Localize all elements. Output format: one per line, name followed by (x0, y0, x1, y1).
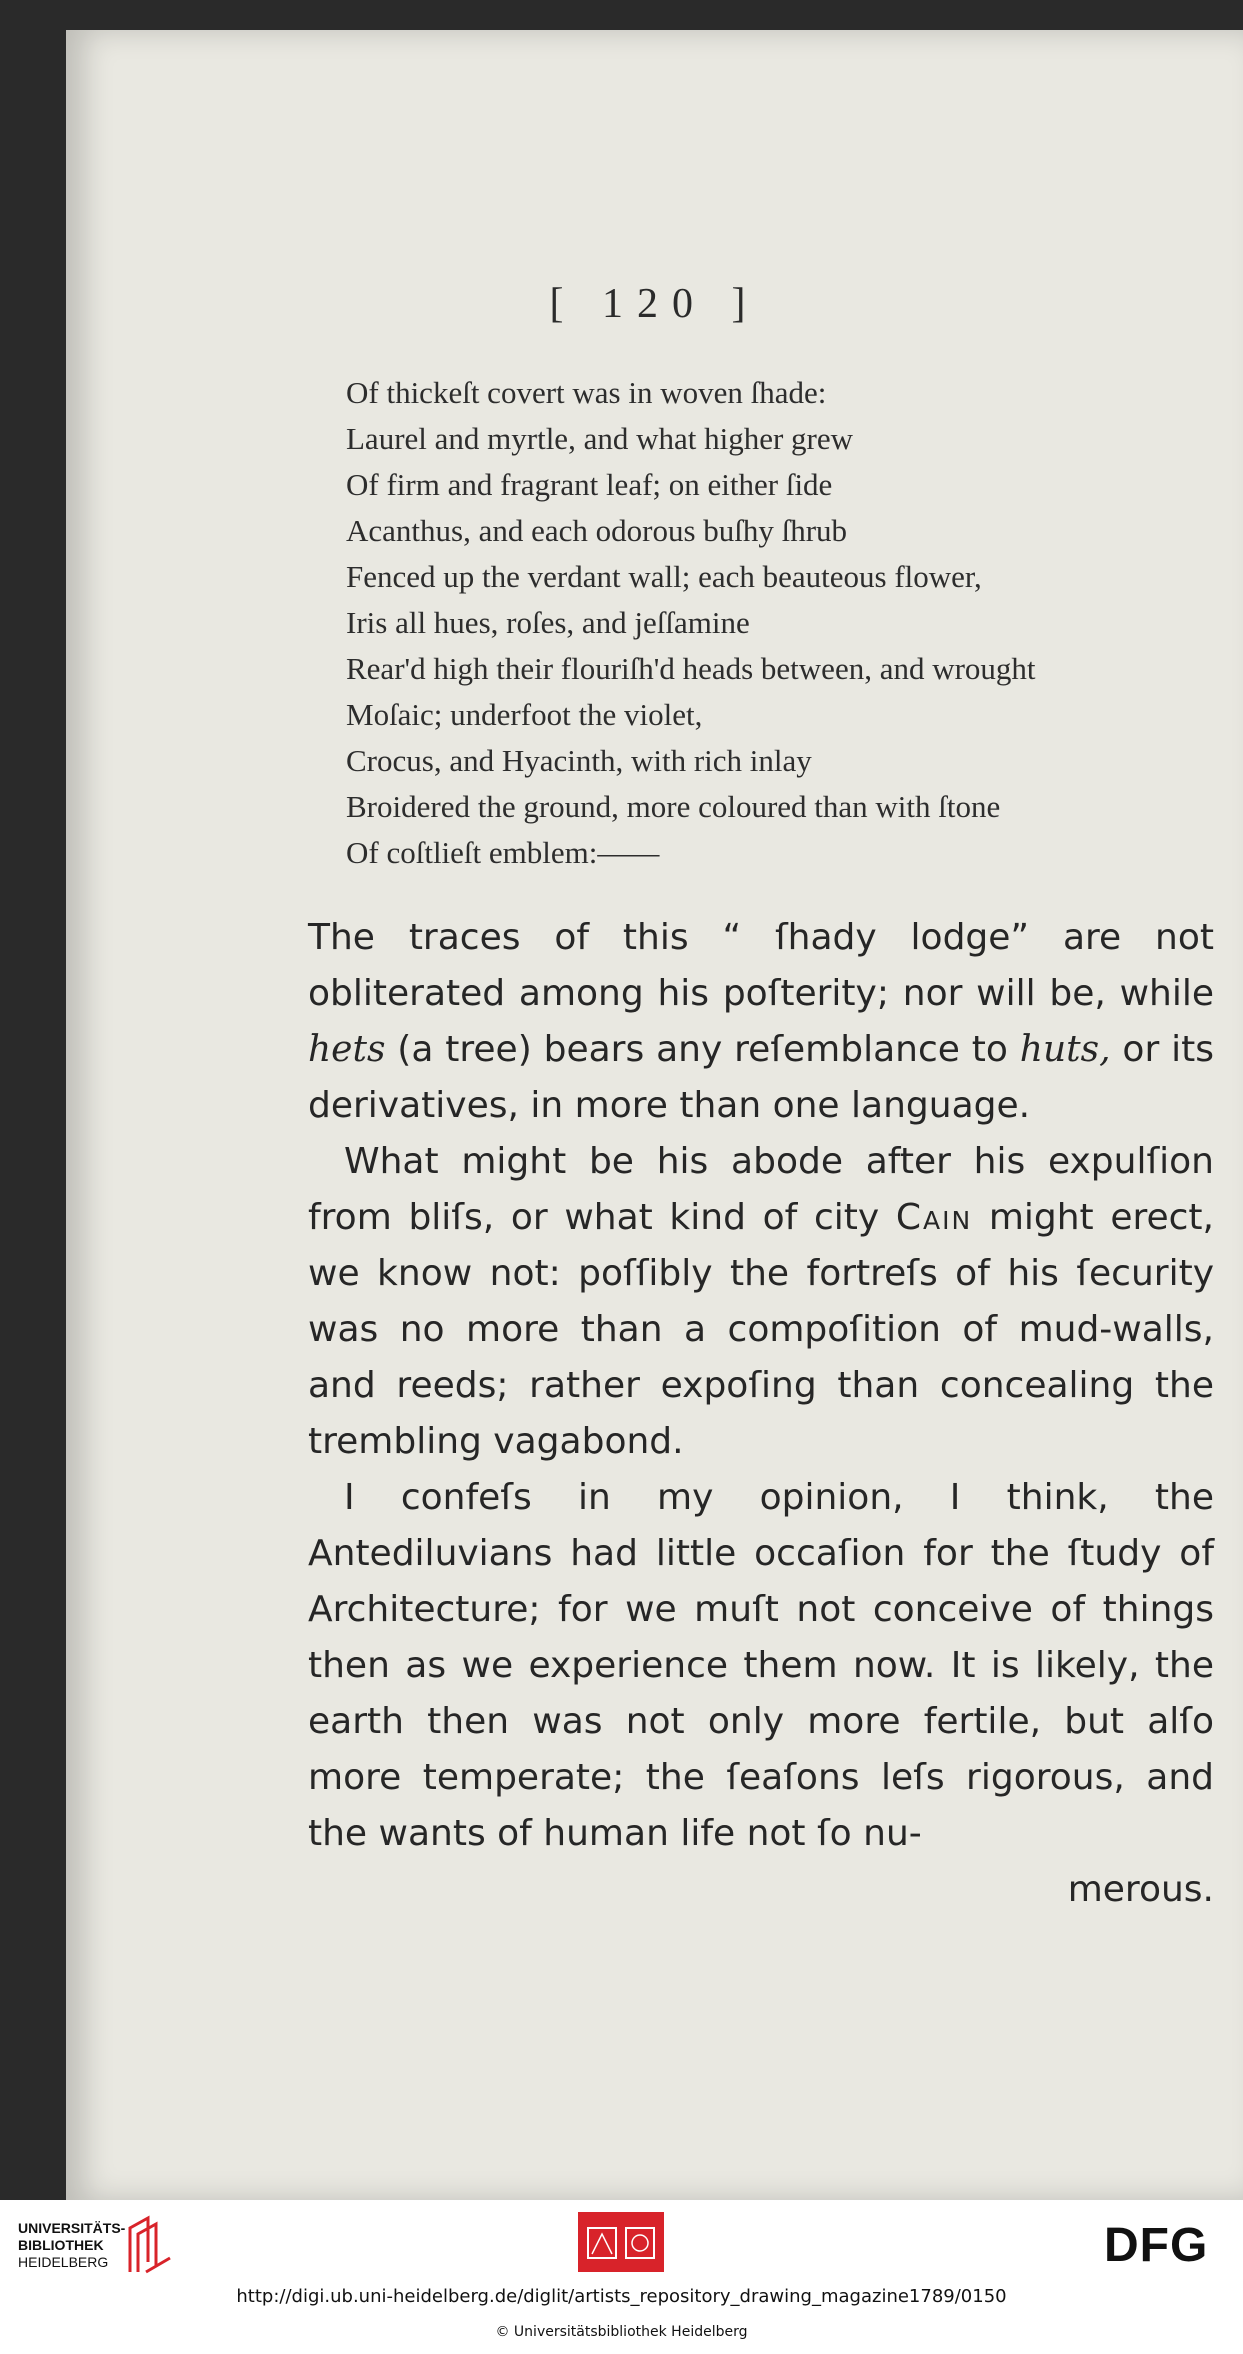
page-number: [ 120 ] (549, 281, 760, 327)
poem-line: Of thickeſt covert was in woven ſhade: (346, 375, 827, 410)
episteme-logo[interactable] (578, 2212, 664, 2272)
paragraph-1 (308, 910, 1214, 1134)
poem-line: Broidered the ground, more coloured than with ſtone (346, 789, 1001, 824)
poem-line: Of firm and fragrant leaf; on either ſide (346, 467, 833, 502)
poem-line: Iris all hues, roſes, and jeſſamine (346, 605, 750, 640)
small-caps-word: Cain (895, 1197, 973, 1238)
poem-line: Fenced up the verdant wall; each beauteous flower, (346, 559, 982, 594)
text-run: What might be his abode after his expulſion from bliſs, or what kind of city (308, 1141, 1214, 1238)
book-page (66, 30, 1243, 2200)
paragraph-2 (308, 1134, 1214, 1470)
university-name (18, 2220, 125, 2271)
catchword: merous. (1067, 1869, 1214, 1910)
uni-name-line: BIBLIOTHEK (18, 2237, 104, 2253)
poem-line: Crocus, and Hyacinth, with rich inlay (346, 743, 812, 778)
episteme-logo-icon (578, 2212, 664, 2272)
poem-quotation (346, 370, 1186, 876)
text-run: (a tree) bears any reſemblance to (385, 1029, 1020, 1070)
paragraph-3: I confeſs in my opinion, I think, the Antediluvians had little occaſion for the ſtudy of Architecture; for we muſt not conceive of things then as we experience them now. It is likely, the earth then was not only more fertile, but alſo more temperate; the ſeaſons leſs rigorous, and the wants of human life not ſo nu- (308, 1477, 1214, 1854)
text-run: might erect, we know not: poſſibly the fortreſs of his ſecurity was no more than a compoſition of mud-walls, and reeds; rather expoſing than concealing the trembling vagabond. (308, 1197, 1214, 1462)
footer-bar (0, 2200, 1243, 2354)
poem-line: Of coſtlieſt emblem:—— (346, 835, 660, 870)
permalink-url[interactable]: http://digi.ub.uni-heidelberg.de/diglit/artists_repository_drawing_magazine1789/0150 (236, 2286, 1007, 2307)
poem-line: Moſaic; underfoot the violet, (346, 697, 703, 732)
italic-word: huts, (1019, 1029, 1111, 1070)
italic-word: hets (308, 1029, 386, 1070)
text-run: or its derivatives, in more than one language. (308, 1029, 1214, 1126)
poem-line: Rear'd high their flouriſh'd heads between, and wrought (346, 651, 1036, 686)
text-run: The traces of this “ ſhady lodge” are not obliterated among his poſterity; nor will be, while (308, 917, 1214, 1014)
copyright-notice: © Universitätsbibliothek Heidelberg (495, 2324, 748, 2340)
uni-name-line: HEIDELBERG (18, 2254, 109, 2270)
dfg-logo[interactable]: DFG (1104, 2219, 1209, 2272)
uni-name-line: UNIVERSITÄTS- (18, 2220, 126, 2236)
poem-line: Laurel and myrtle, and what higher grew (346, 421, 854, 456)
university-library-logo[interactable] (18, 2214, 178, 2284)
library-mark-icon (126, 2214, 176, 2276)
poem-line: Acanthus, and each odorous buſhy ſhrub (346, 513, 848, 548)
prose-body (308, 910, 1214, 1918)
